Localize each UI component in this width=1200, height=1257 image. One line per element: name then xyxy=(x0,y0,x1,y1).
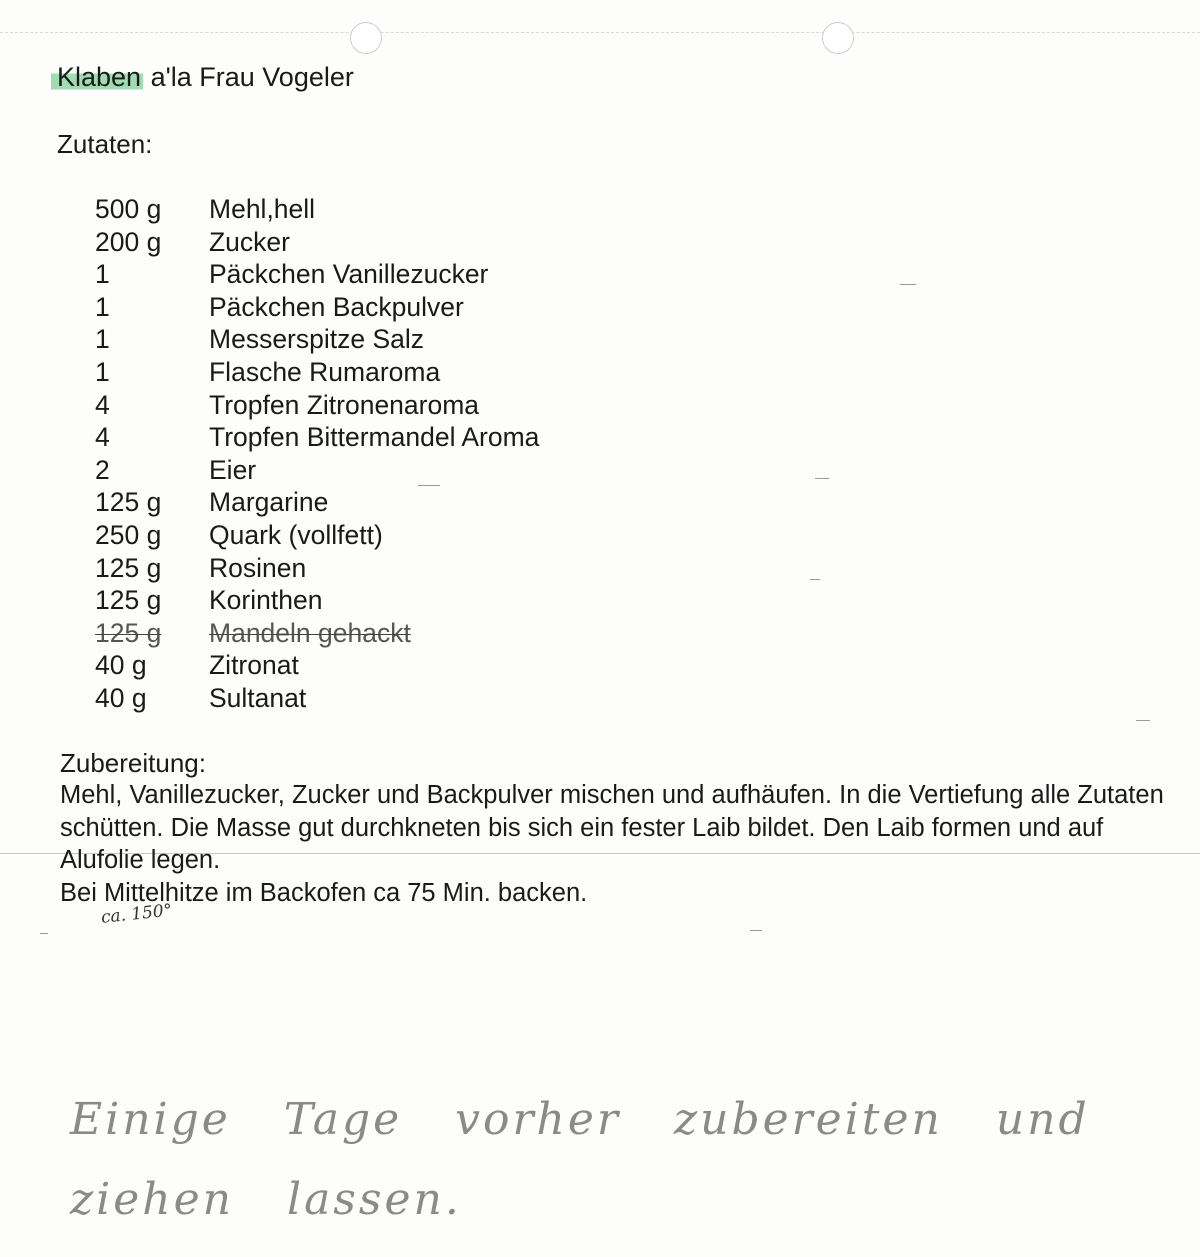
ingredient-row xyxy=(95,193,539,226)
ingredient-list xyxy=(95,193,539,715)
ingredient-row xyxy=(95,323,539,356)
ingredients-heading: Zutaten: xyxy=(57,129,153,159)
handwritten-pencil-note: Einige Tage vorher zubereiten und ziehen lassen. xyxy=(70,1094,1090,1225)
ingredient-row xyxy=(95,258,539,291)
scan-speck xyxy=(900,284,916,285)
ingredient-row xyxy=(95,617,539,650)
ingredient-name: Margarine xyxy=(209,487,329,518)
ingredient-row xyxy=(95,682,539,715)
ingredient-name: Quark (vollfett) xyxy=(209,519,383,550)
ingredient-quantity: 40 g xyxy=(95,682,147,713)
ingredient-quantity: 4 xyxy=(95,389,110,420)
ingredient-row xyxy=(95,649,539,682)
ingredient-quantity: 4 xyxy=(95,422,110,453)
ingredient-quantity: 1 xyxy=(95,291,110,322)
ingredient-name: Tropfen Bittermandel Aroma xyxy=(209,422,540,453)
punch-hole xyxy=(350,22,382,54)
ingredient-quantity: 200 g xyxy=(95,226,162,257)
ingredient-row xyxy=(95,389,539,422)
ingredient-quantity: 1 xyxy=(95,259,110,290)
scan-speck xyxy=(750,930,762,931)
ingredient-name: Zucker xyxy=(209,226,290,257)
ingredient-name: Eier xyxy=(209,454,257,485)
ingredient-quantity: 1 xyxy=(95,324,110,355)
method-text-block xyxy=(60,779,1170,909)
ingredient-row xyxy=(95,552,539,585)
scan-speck xyxy=(810,579,820,580)
ingredient-row xyxy=(95,421,539,454)
scan-speck xyxy=(40,933,48,934)
title-rest: a'la Frau Vogeler xyxy=(143,62,354,92)
method-paragraph: Mehl, Vanillezucker, Zucker und Backpulver mischen und aufhäufen. In die Vertiefung alle Zutaten schütten. Die Masse gut durchkneten bis sich ein fester Laib bildet. Den Laib formen und auf Alufolie legen. xyxy=(60,781,1164,874)
title-highlighted-word: Klaben xyxy=(51,62,143,92)
ingredient-row xyxy=(95,291,539,324)
ingredient-name: Tropfen Zitronenaroma xyxy=(209,389,480,420)
ingredient-quantity: 2 xyxy=(95,454,110,485)
ingredient-row xyxy=(95,584,539,617)
ingredient-name: Korinthen xyxy=(209,585,323,616)
ingredient-name: Päckchen Vanillezucker xyxy=(209,259,489,290)
ingredient-quantity: 125 g xyxy=(95,617,162,648)
ingredient-row xyxy=(95,226,539,259)
scan-speck xyxy=(1136,720,1150,721)
bake-instruction: Bei Mittelhitze im Backofen ca 75 Min. backen. xyxy=(60,878,588,907)
ingredient-name: Päckchen Backpulver xyxy=(209,291,464,322)
ingredient-quantity: 1 xyxy=(95,356,110,387)
ingredient-name: Rosinen xyxy=(209,552,307,583)
paper-top-edge xyxy=(0,32,1200,33)
recipe-title xyxy=(57,62,354,93)
ingredient-name: Mehl,hell xyxy=(209,194,316,224)
scan-speck xyxy=(418,485,440,486)
ingredient-quantity: 125 g xyxy=(95,585,162,616)
ingredient-row xyxy=(95,454,539,487)
ingredient-quantity: 250 g xyxy=(95,519,162,550)
punch-hole xyxy=(822,22,854,54)
ingredient-row xyxy=(95,356,539,389)
ingredient-name: Flasche Rumaroma xyxy=(209,356,441,387)
ingredient-name: Sultanat xyxy=(209,682,307,713)
method-heading: Zubereitung: xyxy=(60,748,206,778)
handwritten-temperature-note: ca. 150° xyxy=(100,900,174,928)
ingredient-row xyxy=(95,486,539,519)
ingredient-row xyxy=(95,519,539,552)
scan-speck xyxy=(815,478,829,479)
ingredient-quantity: 125 g xyxy=(95,552,162,583)
ingredient-quantity: 500 g xyxy=(95,194,162,224)
ingredient-quantity: 125 g xyxy=(95,487,162,518)
ingredient-name: Mandeln gehackt xyxy=(209,617,411,648)
ingredient-name: Zitronat xyxy=(209,650,299,681)
ingredient-quantity: 40 g xyxy=(95,650,147,681)
ingredient-name: Messerspitze Salz xyxy=(209,324,425,355)
